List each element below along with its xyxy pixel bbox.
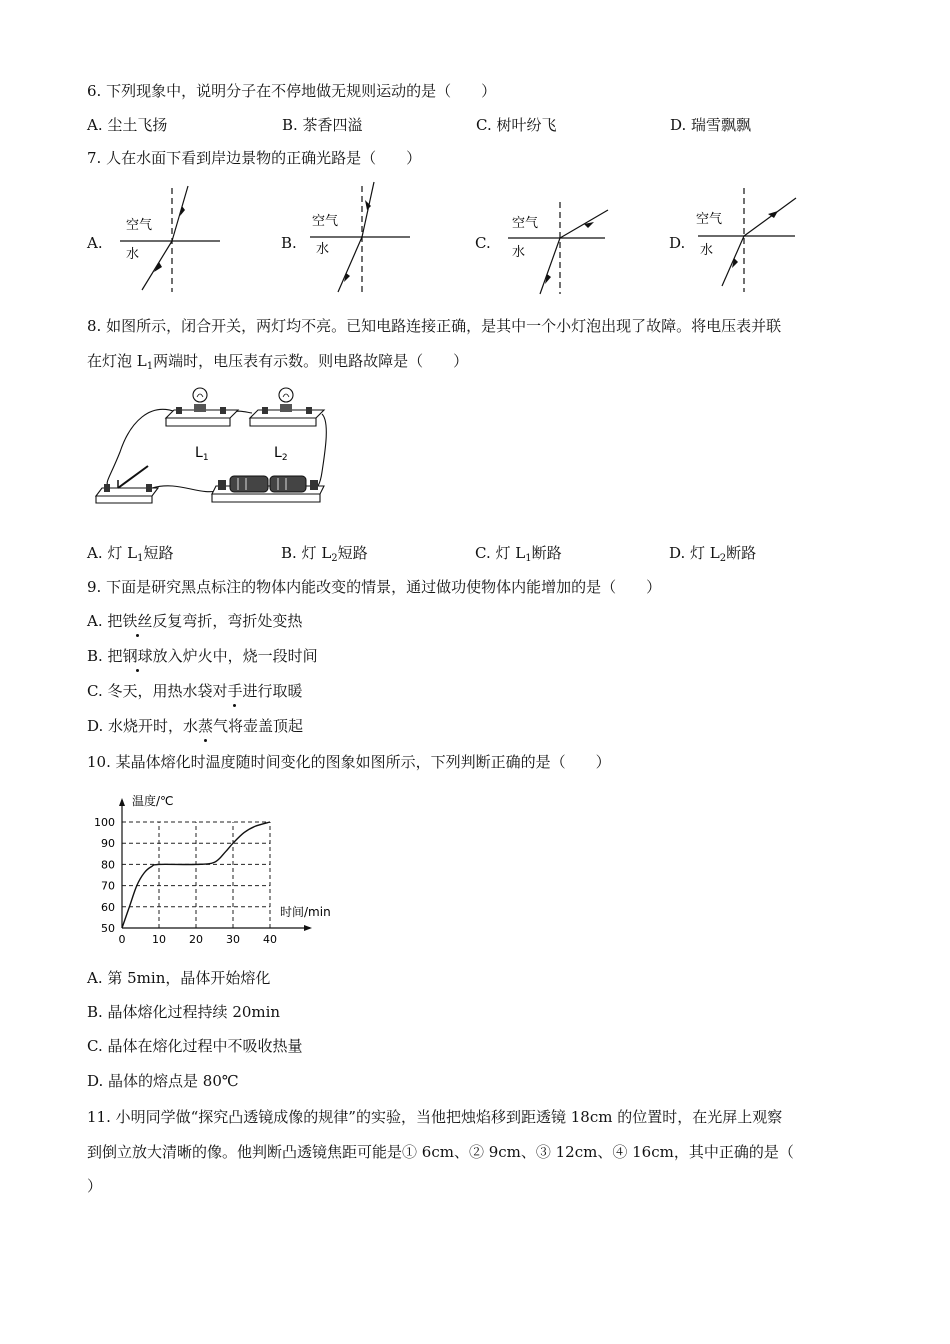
q7-a-water-label: 水 bbox=[126, 247, 140, 262]
q7-option-c-label[interactable]: C. bbox=[475, 234, 491, 252]
q8-option-a[interactable]: A. 灯 $L_1$短路 bbox=[87, 544, 174, 564]
x-tick-label: 0 bbox=[118, 933, 126, 946]
q7-diagram-c[interactable] bbox=[500, 200, 620, 300]
q11-line2: 到倒立放大清晰的像。他判断凸透镜焦距可能是① 6cm、② 9cm、③ 12cm、④ 16cm，其中正确的是（ bbox=[87, 1143, 794, 1161]
q7-a-air-label: 空气 bbox=[126, 218, 153, 233]
q10-option-a[interactable]: A. 第 5min，晶体开始熔化 bbox=[87, 969, 271, 987]
dotted-object: 水蒸气 bbox=[183, 717, 229, 735]
q8-stem-line2: 在灯泡 $L_1$两端时，电压表有示数。则电路故障是（ ） bbox=[87, 352, 469, 372]
q6-option-c[interactable]: C. 树叶纷飞 bbox=[476, 116, 557, 134]
y-tick-label: 70 bbox=[101, 879, 115, 893]
q9-option-a[interactable]: A. 把铁丝反复弯折，弯折处变热 bbox=[87, 612, 303, 630]
y-tick-label: 60 bbox=[101, 900, 115, 914]
q9-stem: 9. 下面是研究黑点标注的物体内能改变的情景，通过做功使物体内能增加的是（ ） bbox=[87, 578, 662, 596]
q8-lamp1-label: $L_1$ bbox=[195, 445, 209, 463]
q10-temperature-chart bbox=[90, 785, 350, 950]
q7-stem: 7. 人在水面下看到岸边景物的正确光路是（ ） bbox=[87, 149, 422, 167]
chart-grid bbox=[122, 822, 270, 928]
q7-diagram-d[interactable] bbox=[690, 186, 810, 296]
x-tick-label: 40 bbox=[263, 933, 277, 946]
y-tick-label: 80 bbox=[101, 858, 115, 872]
q7-d-water-label: 水 bbox=[700, 243, 714, 258]
q7-diagram-a[interactable] bbox=[110, 180, 230, 295]
q11-line3: ） bbox=[87, 1177, 103, 1195]
q7-b-air-label: 空气 bbox=[312, 214, 339, 229]
q6-option-b[interactable]: B. 茶香四溢 bbox=[282, 116, 363, 134]
q7-c-water-label: 水 bbox=[512, 245, 526, 260]
x-tick-label: 10 bbox=[152, 933, 166, 946]
q8-option-b[interactable]: B. 灯 $L_2$短路 bbox=[281, 544, 368, 564]
x-axis-label: 时间/min bbox=[280, 905, 331, 919]
q6-option-a[interactable]: A. 尘土飞扬 bbox=[87, 116, 168, 134]
q7-option-d-label[interactable]: D. bbox=[669, 234, 686, 252]
x-tick-label: 20 bbox=[189, 933, 203, 946]
y-tick-label: 100 bbox=[94, 816, 115, 829]
q10-option-b[interactable]: B. 晶体熔化过程持续 20min bbox=[87, 1003, 281, 1021]
y-tick-label: 50 bbox=[101, 922, 115, 935]
q7-option-a-label[interactable]: A. bbox=[87, 234, 103, 252]
q8-option-d[interactable]: D. 灯 $L_2$断路 bbox=[669, 544, 757, 564]
x-axis-arrow bbox=[304, 925, 312, 931]
q7-option-b-label[interactable]: B. bbox=[281, 234, 297, 252]
q9-option-c[interactable]: C. 冬天，用热水袋对手进行取暖 bbox=[87, 682, 303, 700]
y-tick-label: 90 bbox=[101, 837, 115, 851]
q10-option-d[interactable]: D. 晶体的熔点是 80℃ bbox=[87, 1072, 239, 1090]
q8-circuit-diagram bbox=[90, 382, 340, 517]
q6-stem: 6. 下列现象中，说明分子在不停地做无规则运动的是（ ） bbox=[87, 82, 497, 100]
dotted-object: 钢球 bbox=[122, 647, 153, 665]
dotted-object: 铁丝 bbox=[122, 612, 153, 630]
y-axis-label: 温度/℃ bbox=[132, 794, 174, 808]
q8-lamp2-label: $L_2$ bbox=[274, 445, 288, 463]
q7-diagram-b[interactable] bbox=[300, 180, 420, 295]
q7-d-air-label: 空气 bbox=[696, 212, 723, 227]
q9-option-d[interactable]: D. 水烧开时，水蒸气将壶盖顶起 bbox=[87, 717, 304, 735]
q10-stem: 10. 某晶体熔化时温度随时间变化的图象如图所示，下列判断正确的是（ ） bbox=[87, 753, 611, 771]
q8-stem-line1: 8. 如图所示，闭合开关，两灯均不亮。已知电路连接正确，是其中一个小灯泡出现了故障。将电压表并联 bbox=[87, 317, 782, 335]
dotted-object: 手 bbox=[227, 682, 243, 700]
q7-c-air-label: 空气 bbox=[512, 216, 539, 231]
q10-option-c[interactable]: C. 晶体在熔化过程中不吸收热量 bbox=[87, 1037, 303, 1055]
x-tick-label: 30 bbox=[226, 933, 240, 946]
q8-option-c[interactable]: C. 灯 $L_1$断路 bbox=[475, 544, 562, 564]
q9-option-b[interactable]: B. 把钢球放入炉火中，烧一段时间 bbox=[87, 647, 318, 665]
q6-option-d[interactable]: D. 瑞雪飘飘 bbox=[670, 116, 752, 134]
y-axis-arrow bbox=[119, 798, 125, 806]
q11-line1: 11. 小明同学做“探究凸透镜成像的规律”的实验，当他把烛焰移到距透镜 18cm 的位置时，在光屏上观察 bbox=[87, 1108, 783, 1126]
q7-b-water-label: 水 bbox=[316, 242, 330, 257]
